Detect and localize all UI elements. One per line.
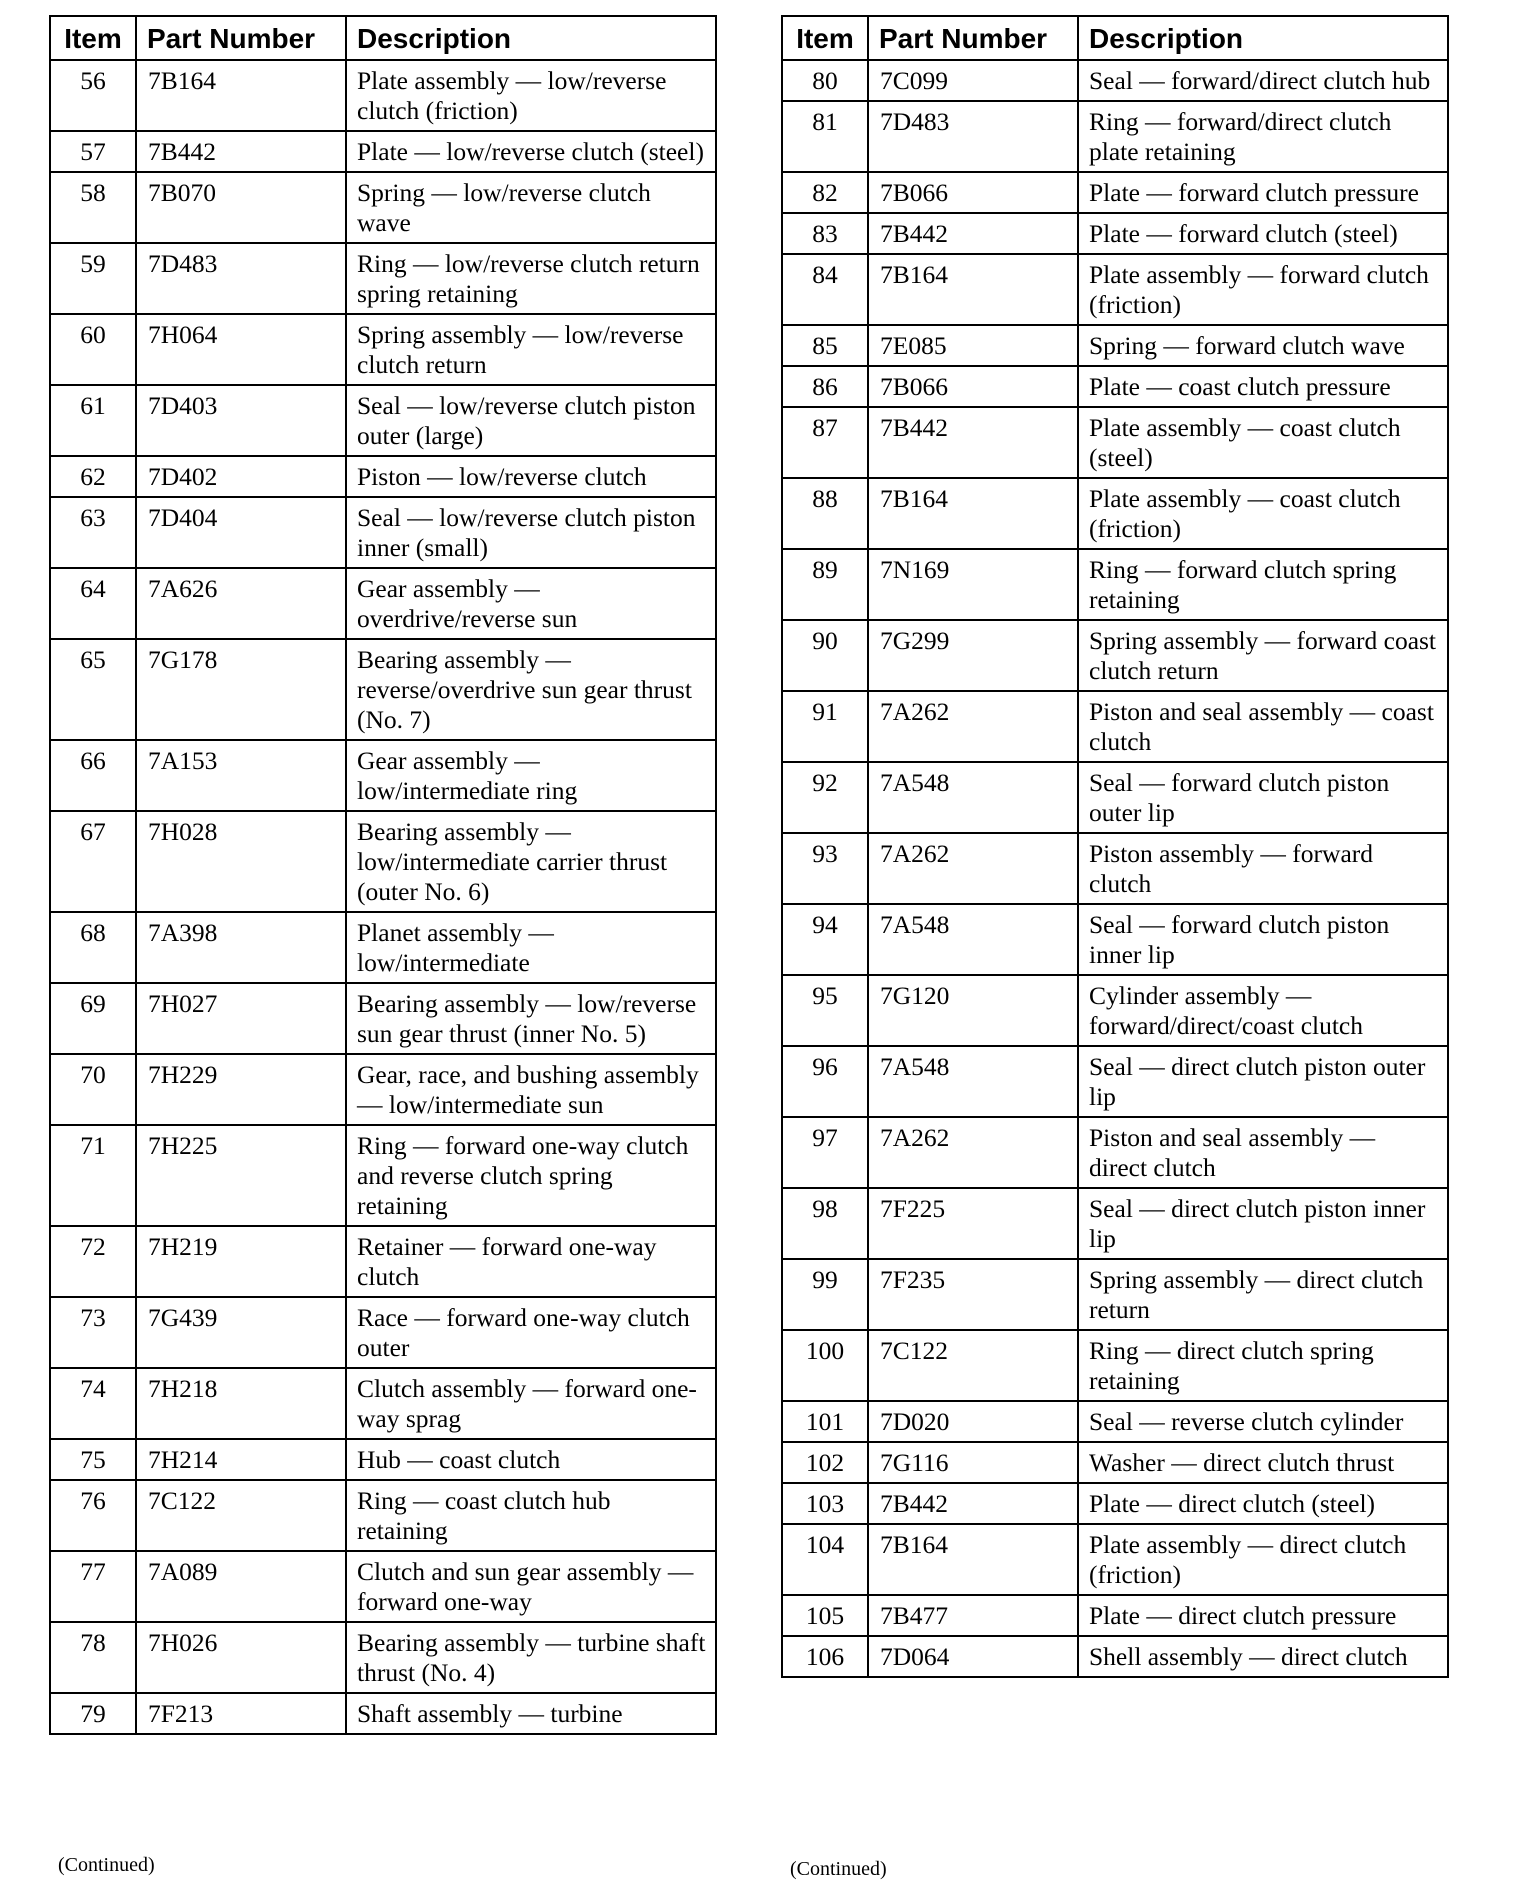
item-number-cell: 57 bbox=[50, 131, 136, 172]
table-row bbox=[782, 213, 1448, 254]
part-number-cell: 7H218 bbox=[136, 1368, 346, 1439]
item-number-cell: 73 bbox=[50, 1297, 136, 1368]
parts-table-right bbox=[781, 15, 1449, 1678]
description-cell: Hub — coast clutch bbox=[346, 1439, 716, 1480]
description-cell: Planet assembly — low/intermediate bbox=[346, 912, 716, 983]
item-number-cell: 76 bbox=[50, 1480, 136, 1551]
item-number-cell: 78 bbox=[50, 1622, 136, 1693]
part-number-cell: 7D404 bbox=[136, 497, 346, 568]
table-row bbox=[782, 1259, 1448, 1330]
item-number-cell: 65 bbox=[50, 639, 136, 740]
table-row bbox=[50, 1125, 716, 1226]
item-number-cell: 68 bbox=[50, 912, 136, 983]
description-cell: Plate — forward clutch pressure bbox=[1078, 172, 1448, 213]
item-number-cell: 106 bbox=[782, 1636, 868, 1677]
part-number-cell: 7H064 bbox=[136, 314, 346, 385]
table-row bbox=[782, 549, 1448, 620]
description-cell: Seal — direct clutch piston outer lip bbox=[1078, 1046, 1448, 1117]
table-row bbox=[50, 314, 716, 385]
part-number-cell: 7B442 bbox=[868, 407, 1078, 478]
table-row bbox=[782, 1117, 1448, 1188]
item-number-cell: 69 bbox=[50, 983, 136, 1054]
description-cell: Plate — direct clutch (steel) bbox=[1078, 1483, 1448, 1524]
table-row bbox=[50, 983, 716, 1054]
part-number-cell: 7G178 bbox=[136, 639, 346, 740]
description-cell: Bearing assembly — low/reverse sun gear thrust (inner No. 5) bbox=[346, 983, 716, 1054]
part-number-cell: 7F213 bbox=[136, 1693, 346, 1734]
description-cell: Piston and seal assembly — direct clutch bbox=[1078, 1117, 1448, 1188]
header-part-number: Part Number bbox=[868, 16, 1078, 60]
item-number-cell: 74 bbox=[50, 1368, 136, 1439]
part-number-cell: 7B164 bbox=[868, 254, 1078, 325]
description-cell: Retainer — forward one-way clutch bbox=[346, 1226, 716, 1297]
table-row bbox=[782, 1330, 1448, 1401]
table-row bbox=[782, 366, 1448, 407]
table-header-row bbox=[782, 16, 1448, 60]
part-number-cell: 7A262 bbox=[868, 833, 1078, 904]
part-number-cell: 7A548 bbox=[868, 1046, 1078, 1117]
table-row bbox=[782, 1595, 1448, 1636]
description-cell: Washer — direct clutch thrust bbox=[1078, 1442, 1448, 1483]
table-row bbox=[50, 1054, 716, 1125]
description-cell: Ring — low/reverse clutch return spring retaining bbox=[346, 243, 716, 314]
description-cell: Ring — forward clutch spring retaining bbox=[1078, 549, 1448, 620]
part-number-cell: 7G116 bbox=[868, 1442, 1078, 1483]
description-cell: Ring — direct clutch spring retaining bbox=[1078, 1330, 1448, 1401]
description-cell: Piston — low/reverse clutch bbox=[346, 456, 716, 497]
description-cell: Bearing assembly — reverse/overdrive sun gear thrust (No. 7) bbox=[346, 639, 716, 740]
part-number-cell: 7B164 bbox=[868, 1524, 1078, 1595]
table-row bbox=[50, 497, 716, 568]
table-row bbox=[782, 407, 1448, 478]
table-row bbox=[50, 568, 716, 639]
item-number-cell: 90 bbox=[782, 620, 868, 691]
part-number-cell: 7C099 bbox=[868, 60, 1078, 101]
item-number-cell: 59 bbox=[50, 243, 136, 314]
item-number-cell: 75 bbox=[50, 1439, 136, 1480]
description-cell: Gear, race, and bushing assembly — low/intermediate sun bbox=[346, 1054, 716, 1125]
item-number-cell: 64 bbox=[50, 568, 136, 639]
table-row bbox=[782, 478, 1448, 549]
description-cell: Piston and seal assembly — coast clutch bbox=[1078, 691, 1448, 762]
description-cell: Spring assembly — low/reverse clutch return bbox=[346, 314, 716, 385]
description-cell: Spring assembly — forward coast clutch return bbox=[1078, 620, 1448, 691]
item-number-cell: 62 bbox=[50, 456, 136, 497]
table-row bbox=[782, 1442, 1448, 1483]
item-number-cell: 70 bbox=[50, 1054, 136, 1125]
table-row bbox=[782, 1401, 1448, 1442]
part-number-cell: 7H214 bbox=[136, 1439, 346, 1480]
continued-note-right: (Continued) bbox=[790, 1858, 887, 1880]
item-number-cell: 103 bbox=[782, 1483, 868, 1524]
part-number-cell: 7D064 bbox=[868, 1636, 1078, 1677]
part-number-cell: 7A262 bbox=[868, 691, 1078, 762]
table-row bbox=[50, 131, 716, 172]
header-description: Description bbox=[346, 16, 716, 60]
description-cell: Clutch and sun gear assembly — forward one-way bbox=[346, 1551, 716, 1622]
description-cell: Plate assembly — low/reverse clutch (friction) bbox=[346, 60, 716, 131]
table-row bbox=[782, 904, 1448, 975]
description-cell: Seal — reverse clutch cylinder bbox=[1078, 1401, 1448, 1442]
description-cell: Ring — forward one-way clutch and reverse clutch spring retaining bbox=[346, 1125, 716, 1226]
parts-table-left-body bbox=[50, 60, 716, 1734]
part-number-cell: 7H028 bbox=[136, 811, 346, 912]
table-row bbox=[782, 975, 1448, 1046]
part-number-cell: 7F235 bbox=[868, 1259, 1078, 1330]
table-row bbox=[782, 691, 1448, 762]
item-number-cell: 83 bbox=[782, 213, 868, 254]
item-number-cell: 99 bbox=[782, 1259, 868, 1330]
part-number-cell: 7A398 bbox=[136, 912, 346, 983]
table-row bbox=[50, 1693, 716, 1734]
table-row bbox=[782, 1188, 1448, 1259]
parts-table-right-column bbox=[781, 15, 1449, 1678]
table-row bbox=[782, 1636, 1448, 1677]
description-cell: Plate — low/reverse clutch (steel) bbox=[346, 131, 716, 172]
table-row bbox=[50, 811, 716, 912]
description-cell: Ring — forward/direct clutch plate retaining bbox=[1078, 101, 1448, 172]
table-row bbox=[782, 620, 1448, 691]
table-row bbox=[782, 254, 1448, 325]
part-number-cell: 7B164 bbox=[136, 60, 346, 131]
part-number-cell: 7A089 bbox=[136, 1551, 346, 1622]
description-cell: Clutch assembly — forward one-way sprag bbox=[346, 1368, 716, 1439]
description-cell: Plate assembly — forward clutch (friction) bbox=[1078, 254, 1448, 325]
item-number-cell: 92 bbox=[782, 762, 868, 833]
item-number-cell: 79 bbox=[50, 1693, 136, 1734]
description-cell: Cylinder assembly — forward/direct/coast clutch bbox=[1078, 975, 1448, 1046]
table-row bbox=[50, 740, 716, 811]
description-cell: Plate assembly — direct clutch (friction) bbox=[1078, 1524, 1448, 1595]
item-number-cell: 95 bbox=[782, 975, 868, 1046]
item-number-cell: 85 bbox=[782, 325, 868, 366]
table-row bbox=[782, 1046, 1448, 1117]
part-number-cell: 7D483 bbox=[136, 243, 346, 314]
table-row bbox=[782, 101, 1448, 172]
item-number-cell: 96 bbox=[782, 1046, 868, 1117]
item-number-cell: 56 bbox=[50, 60, 136, 131]
table-header-row bbox=[50, 16, 716, 60]
item-number-cell: 80 bbox=[782, 60, 868, 101]
description-cell: Plate — forward clutch (steel) bbox=[1078, 213, 1448, 254]
item-number-cell: 100 bbox=[782, 1330, 868, 1401]
part-number-cell: 7B164 bbox=[868, 478, 1078, 549]
description-cell: Spring assembly — direct clutch return bbox=[1078, 1259, 1448, 1330]
part-number-cell: 7G439 bbox=[136, 1297, 346, 1368]
item-number-cell: 58 bbox=[50, 172, 136, 243]
part-number-cell: 7A262 bbox=[868, 1117, 1078, 1188]
table-row bbox=[782, 325, 1448, 366]
description-cell: Seal — forward/direct clutch hub bbox=[1078, 60, 1448, 101]
table-row bbox=[50, 1551, 716, 1622]
description-cell: Spring — low/reverse clutch wave bbox=[346, 172, 716, 243]
item-number-cell: 81 bbox=[782, 101, 868, 172]
part-number-cell: 7B066 bbox=[868, 366, 1078, 407]
item-number-cell: 88 bbox=[782, 478, 868, 549]
table-row bbox=[50, 912, 716, 983]
item-number-cell: 104 bbox=[782, 1524, 868, 1595]
item-number-cell: 86 bbox=[782, 366, 868, 407]
description-cell: Seal — low/reverse clutch piston inner (small) bbox=[346, 497, 716, 568]
table-row bbox=[50, 243, 716, 314]
item-number-cell: 66 bbox=[50, 740, 136, 811]
part-number-cell: 7D403 bbox=[136, 385, 346, 456]
description-cell: Race — forward one-way clutch outer bbox=[346, 1297, 716, 1368]
part-number-cell: 7H219 bbox=[136, 1226, 346, 1297]
description-cell: Ring — coast clutch hub retaining bbox=[346, 1480, 716, 1551]
description-cell: Gear assembly — overdrive/reverse sun bbox=[346, 568, 716, 639]
table-row bbox=[782, 172, 1448, 213]
description-cell: Seal — direct clutch piston inner lip bbox=[1078, 1188, 1448, 1259]
item-number-cell: 84 bbox=[782, 254, 868, 325]
description-cell: Seal — forward clutch piston outer lip bbox=[1078, 762, 1448, 833]
description-cell: Gear assembly — low/intermediate ring bbox=[346, 740, 716, 811]
table-row bbox=[50, 1622, 716, 1693]
part-number-cell: 7C122 bbox=[868, 1330, 1078, 1401]
table-row bbox=[50, 1480, 716, 1551]
table-row bbox=[782, 60, 1448, 101]
item-number-cell: 71 bbox=[50, 1125, 136, 1226]
part-number-cell: 7D483 bbox=[868, 101, 1078, 172]
part-number-cell: 7H225 bbox=[136, 1125, 346, 1226]
table-row bbox=[50, 1297, 716, 1368]
part-number-cell: 7A153 bbox=[136, 740, 346, 811]
description-cell: Plate assembly — coast clutch (steel) bbox=[1078, 407, 1448, 478]
part-number-cell: 7B477 bbox=[868, 1595, 1078, 1636]
item-number-cell: 82 bbox=[782, 172, 868, 213]
item-number-cell: 101 bbox=[782, 1401, 868, 1442]
table-row bbox=[782, 762, 1448, 833]
part-number-cell: 7B066 bbox=[868, 172, 1078, 213]
item-number-cell: 67 bbox=[50, 811, 136, 912]
part-number-cell: 7A548 bbox=[868, 904, 1078, 975]
part-number-cell: 7D402 bbox=[136, 456, 346, 497]
header-item: Item bbox=[782, 16, 868, 60]
continued-note-left: (Continued) bbox=[58, 1854, 155, 1876]
part-number-cell: 7F225 bbox=[868, 1188, 1078, 1259]
table-row bbox=[782, 1483, 1448, 1524]
item-number-cell: 60 bbox=[50, 314, 136, 385]
item-number-cell: 91 bbox=[782, 691, 868, 762]
parts-table-right-body bbox=[782, 60, 1448, 1677]
item-number-cell: 98 bbox=[782, 1188, 868, 1259]
table-row bbox=[50, 1226, 716, 1297]
part-number-cell: 7G120 bbox=[868, 975, 1078, 1046]
item-number-cell: 105 bbox=[782, 1595, 868, 1636]
table-row bbox=[50, 385, 716, 456]
item-number-cell: 87 bbox=[782, 407, 868, 478]
parts-table-left bbox=[49, 15, 717, 1735]
description-cell: Seal — low/reverse clutch piston outer (large) bbox=[346, 385, 716, 456]
description-cell: Plate — coast clutch pressure bbox=[1078, 366, 1448, 407]
item-number-cell: 93 bbox=[782, 833, 868, 904]
header-description: Description bbox=[1078, 16, 1448, 60]
description-cell: Plate — direct clutch pressure bbox=[1078, 1595, 1448, 1636]
part-number-cell: 7B442 bbox=[868, 213, 1078, 254]
part-number-cell: 7H026 bbox=[136, 1622, 346, 1693]
part-number-cell: 7D020 bbox=[868, 1401, 1078, 1442]
description-cell: Shell assembly — direct clutch bbox=[1078, 1636, 1448, 1677]
item-number-cell: 94 bbox=[782, 904, 868, 975]
description-cell: Plate assembly — coast clutch (friction) bbox=[1078, 478, 1448, 549]
table-row bbox=[50, 1439, 716, 1480]
part-number-cell: 7A626 bbox=[136, 568, 346, 639]
description-cell: Seal — forward clutch piston inner lip bbox=[1078, 904, 1448, 975]
item-number-cell: 63 bbox=[50, 497, 136, 568]
table-row bbox=[50, 60, 716, 131]
part-number-cell: 7B442 bbox=[868, 1483, 1078, 1524]
part-number-cell: 7G299 bbox=[868, 620, 1078, 691]
part-number-cell: 7A548 bbox=[868, 762, 1078, 833]
header-part-number: Part Number bbox=[136, 16, 346, 60]
item-number-cell: 89 bbox=[782, 549, 868, 620]
table-row bbox=[782, 833, 1448, 904]
part-number-cell: 7E085 bbox=[868, 325, 1078, 366]
table-row bbox=[50, 172, 716, 243]
parts-table-left-column bbox=[49, 15, 717, 1735]
part-number-cell: 7C122 bbox=[136, 1480, 346, 1551]
description-cell: Bearing assembly — low/intermediate carrier thrust (outer No. 6) bbox=[346, 811, 716, 912]
description-cell: Shaft assembly — turbine bbox=[346, 1693, 716, 1734]
part-number-cell: 7B070 bbox=[136, 172, 346, 243]
item-number-cell: 72 bbox=[50, 1226, 136, 1297]
description-cell: Spring — forward clutch wave bbox=[1078, 325, 1448, 366]
description-cell: Piston assembly — forward clutch bbox=[1078, 833, 1448, 904]
header-item: Item bbox=[50, 16, 136, 60]
item-number-cell: 77 bbox=[50, 1551, 136, 1622]
part-number-cell: 7H027 bbox=[136, 983, 346, 1054]
table-row bbox=[50, 639, 716, 740]
item-number-cell: 61 bbox=[50, 385, 136, 456]
table-row bbox=[50, 1368, 716, 1439]
table-row bbox=[782, 1524, 1448, 1595]
part-number-cell: 7H229 bbox=[136, 1054, 346, 1125]
part-number-cell: 7N169 bbox=[868, 549, 1078, 620]
item-number-cell: 102 bbox=[782, 1442, 868, 1483]
description-cell: Bearing assembly — turbine shaft thrust (No. 4) bbox=[346, 1622, 716, 1693]
part-number-cell: 7B442 bbox=[136, 131, 346, 172]
table-row bbox=[50, 456, 716, 497]
item-number-cell: 97 bbox=[782, 1117, 868, 1188]
